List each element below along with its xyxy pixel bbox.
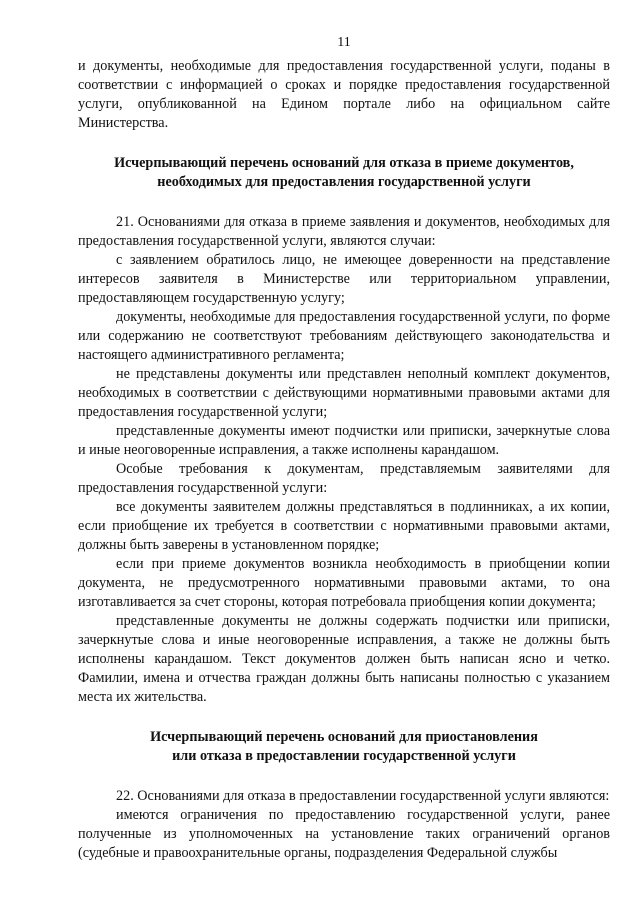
spacer <box>78 766 610 787</box>
list-item-paragraph: имеются ограничения по предоставлению государственной услуги, ранее полученные из уполномоченных на установление таких ограничений органов (судебные и правоохранительные органы, подразделения Федеральной службы <box>78 807 610 861</box>
paragraph-22: 22. Основаниями для отказа в предоставлении государственной услуги являются: <box>116 788 610 804</box>
list-item-paragraph: с заявлением обратилось лицо, не имеющее доверенности на представление интересов заявителя в Министерстве или территориальном управлении, предоставляющем государственную услугу; <box>78 252 610 306</box>
heading-line: необходимых для предоставления государственной услуги <box>157 174 531 190</box>
section-heading-suspension-refusal <box>78 728 610 766</box>
section-heading-refusal-acceptance <box>78 154 610 192</box>
spacer <box>78 192 610 213</box>
spacer <box>78 707 610 728</box>
intro-continuation-paragraph: и документы, необходимые для предоставления государственной услуги, поданы в соответствии с информацией о сроках и порядке предоставления государственной услуги, опубликованной на Едином портале либо на официальном сайте Министерства. <box>78 58 610 131</box>
heading-line: или отказа в предоставлении государственной услуги <box>172 748 516 764</box>
list-item-paragraph: если при приеме документов возникла необходимость в приобщении копии документа, не предусмотренного нормативными правовыми актами, то она изготавливается за счет стороны, которая потребовала приобщения копии документа; <box>78 556 610 610</box>
list-item-paragraph: документы, необходимые для предоставления государственной услуги, по форме или содержанию не соответствуют требованиям действующего законодательства и настоящего административного регламента; <box>78 309 610 363</box>
list-item-paragraph: не представлены документы или представлен неполный комплект документов, необходимых в соответствии с действующими нормативными правовыми актами для предоставления государственной услуги; <box>78 366 610 420</box>
list-item-paragraph: все документы заявителем должны представляться в подлинниках, а их копии, если приобщение их требуется в соответствии с нормативными правовыми актами, должны быть заверены в установленном порядке; <box>78 499 610 553</box>
spacer <box>78 133 610 154</box>
heading-line: Исчерпывающий перечень оснований для приостановления <box>150 729 538 745</box>
heading-line: Исчерпывающий перечень оснований для отказа в приеме документов, <box>114 155 574 171</box>
list-item-paragraph: представленные документы имеют подчистки или приписки, зачеркнутые слова и иные неоговоренные исправления, а также исполнены карандашом. <box>78 423 610 458</box>
special-requirements-paragraph: Особые требования к документам, представляемым заявителями для предоставления государственной услуги: <box>78 461 610 496</box>
paragraph-21: 21. Основаниями для отказа в приеме заявления и документов, необходимых для предоставления государственной услуги, являются случаи: <box>78 214 610 249</box>
list-item-paragraph: представленные документы не должны содержать подчистки или приписки, зачеркнутые слова и иные неоговоренные исправления, а также не должны быть исполнены карандашом. Текст документов должен быть написан ясно и четко. Фамилии, имена и отчества граждан должны быть написаны полностью с указанием места их жительства. <box>78 613 610 705</box>
page-number: 11 <box>337 35 351 50</box>
